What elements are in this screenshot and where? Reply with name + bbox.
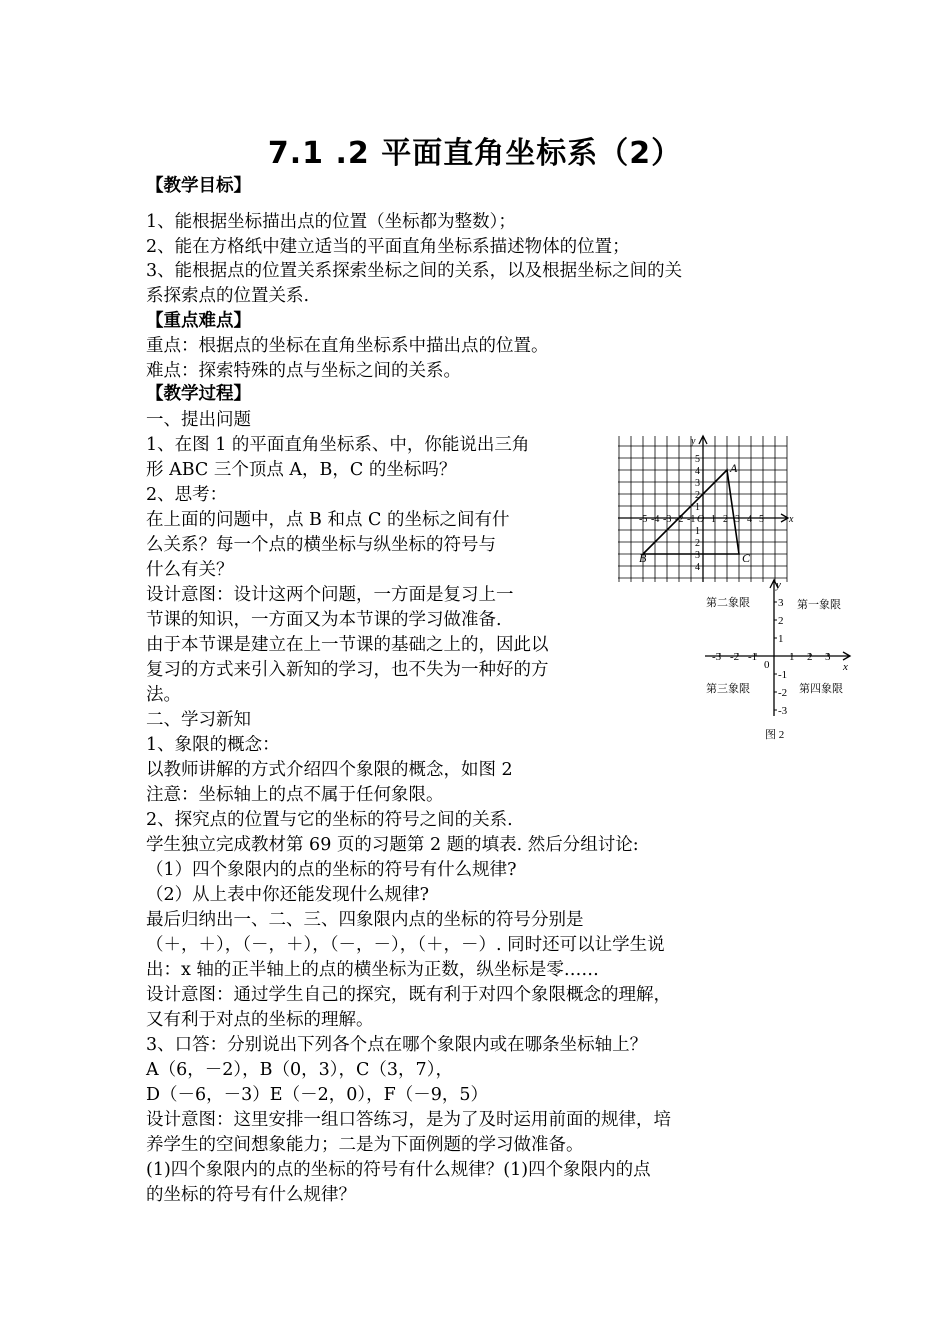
fig1-y-tick-label: 3 <box>695 478 700 489</box>
fig1-x-tick-label: -5 <box>639 514 648 525</box>
fig1-x-tick-label: 5 <box>759 514 764 525</box>
text-line: 么关系？每一个点的横坐标与纵坐标的符号与 <box>146 535 496 555</box>
heading-process: 【教学过程】 <box>146 384 251 404</box>
text-line: 什么有关？ <box>146 560 234 580</box>
fig2-quadrant-4: 第四象限 <box>799 683 843 695</box>
text-line: 2、探究点的位置与它的坐标的符号之间的关系. <box>146 810 513 830</box>
fig2-x-tick-label: 2 <box>807 651 813 663</box>
text-line: 法。 <box>146 685 181 705</box>
text-line: 在上面的问题中，点 B 和点 C 的坐标之间有什 <box>146 510 510 530</box>
fig1-x-label: x <box>789 514 794 525</box>
fig2-x-label: x <box>843 661 848 673</box>
text-line: 出：x 轴的正半轴上的点的横坐标为正数，纵坐标是零…… <box>146 960 599 980</box>
fig2-x-tick-label: -1 <box>748 651 758 663</box>
fig1-y-tick-label: 4 <box>695 562 700 573</box>
text-line: 形 ABC 三个顶点 A，B，C 的坐标吗？ <box>146 460 457 480</box>
text-line: A（6，－2），B（0，3），C（3，7）， <box>146 1060 453 1080</box>
text-line: 2、思考： <box>146 485 228 505</box>
text-line: 养学生的空间想象能力；二是为下面例题的学习做准备。 <box>146 1135 584 1155</box>
heading-key-points: 【重点难点】 <box>146 311 251 331</box>
fig2-y-tick-label: -1 <box>778 669 788 681</box>
fig1-y-tick-label: 1 <box>695 526 700 537</box>
fig2-x-tick-label: 3 <box>825 651 831 663</box>
fig1-x-tick-label: 4 <box>747 514 752 525</box>
text-line: 难点：探索特殊的点与坐标之间的关系。 <box>146 361 461 381</box>
fig2-y-tick-label: 3 <box>778 597 784 609</box>
fig1-x-tick-label: -4 <box>651 514 660 525</box>
fig1-x-tick-label: -2 <box>675 514 684 525</box>
fig1-x-tick-label: 3 <box>735 514 740 525</box>
text-line: 复习的方式来引入新知的学习，也不失为一种好的方 <box>146 660 549 680</box>
text-line: 1、能根据坐标描出点的位置（坐标都为整数）； <box>146 212 516 232</box>
fig2-y-tick-label: 2 <box>778 615 784 627</box>
fig2-origin: 0 <box>764 659 770 671</box>
fig1-x-tick-label: 1 <box>711 514 716 525</box>
text-line: 1、象限的概念： <box>146 735 280 755</box>
text-line: （1）四个象限内的点的坐标的符号有什么规律? <box>146 860 517 880</box>
text-line: 重点：根据点的坐标在直角坐标系中描出点的位置。 <box>146 336 549 356</box>
text-line: 2、能在方格纸中建立适当的平面直角坐标系描述物体的位置； <box>146 237 630 257</box>
fig2-x-tick-label: -3 <box>712 651 722 663</box>
fig1-x-tick-label: -3 <box>663 514 672 525</box>
text-line: 设计意图：通过学生自己的探究，既有利于对四个象限概念的理解， <box>146 985 671 1005</box>
fig1-y-tick-label: 5 <box>695 454 700 465</box>
text-line: （＋，＋），（－，＋），（－，－），（＋，－）. 同时还可以让学生说 <box>146 935 665 955</box>
heading-objectives: 【教学目标】 <box>146 176 251 196</box>
fig1-x-tick-label: -1 <box>687 514 696 525</box>
fig2-quadrant-1: 第一象限 <box>797 599 841 611</box>
text-line: 设计意图：这里安排一组口答练习，是为了及时运用前面的规律，培 <box>146 1110 671 1130</box>
fig2-y-tick-label: -2 <box>778 687 788 699</box>
figure-1-coordinate-grid <box>618 432 798 587</box>
fig2-y-tick-label: 1 <box>778 633 784 645</box>
text-line: 3、口答：分别说出下列各个点在哪个象限内或在哪条坐标轴上？ <box>146 1035 648 1055</box>
text-line: 3、能根据点的位置关系探索坐标之间的关系，以及根据坐标之间的关 <box>146 261 683 281</box>
text-line: 以教师讲解的方式介绍四个象限的概念，如图 2 <box>146 760 513 780</box>
fig1-x-tick-label: 2 <box>723 514 728 525</box>
text-line: 又有利于对点的坐标的理解。 <box>146 1010 374 1030</box>
fig2-y-label: y <box>776 579 781 591</box>
figure-2-quadrants <box>690 575 865 745</box>
point-a-label: A <box>730 461 738 475</box>
fig2-quadrant-3: 第三象限 <box>706 683 750 695</box>
text-line: 设计意图：设计这两个问题，一方面是复习上一 <box>146 585 514 605</box>
text-line: (1)四个象限内的点的坐标的符号有什么规律？(1)四个象限内的点 <box>146 1160 651 1180</box>
fig2-caption: 图 2 <box>765 729 785 741</box>
text-line: 的坐标的符号有什么规律？ <box>146 1185 356 1205</box>
fig2-y-tick-label: -3 <box>778 705 788 717</box>
text-line: 1、在图 1 的平面直角坐标系、中，你能说出三角 <box>146 435 530 455</box>
fig1-origin: O <box>697 514 705 525</box>
fig1-y-tick-label: 3 <box>695 550 700 561</box>
point-c-label: C <box>742 551 751 565</box>
fig1-y-tick-label: 2 <box>695 538 700 549</box>
fig1-y-label: y <box>691 436 696 447</box>
text-line: 由于本节课是建立在上一节课的基础之上的，因此以 <box>146 635 549 655</box>
fig1-y-tick-label: 2 <box>695 490 700 501</box>
page-title: 7.1 .2 平面直角坐标系（2） <box>267 136 683 171</box>
text-line: 二、学习新知 <box>146 710 251 730</box>
text-line: 学生独立完成教材第 69 页的习题第 2 题的填表. 然后分组讨论: <box>146 835 639 855</box>
text-line: 系探索点的位置关系. <box>146 286 310 306</box>
fig1-y-tick-label: 4 <box>695 466 700 477</box>
fig2-x-tick-label: 1 <box>789 651 795 663</box>
text-line: 一、提出问题 <box>146 410 251 430</box>
text-line: 节课的知识，一方面又为本节课的学习做准备. <box>146 610 502 630</box>
text-line: 注意：坐标轴上的点不属于任何象限。 <box>146 785 444 805</box>
fig2-quadrant-2: 第二象限 <box>706 597 750 609</box>
point-b-label: B <box>639 551 647 565</box>
fig1-y-tick-label: 1 <box>695 502 700 513</box>
text-line: D（－6，－3）E（－2，0），F（－9，5） <box>146 1085 489 1105</box>
fig2-x-tick-label: -2 <box>730 651 740 663</box>
text-line: 最后归纳出一、二、三、四象限内点的坐标的符号分别是 <box>146 910 584 930</box>
text-line: （2）从上表中你还能发现什么规律? <box>146 885 430 905</box>
